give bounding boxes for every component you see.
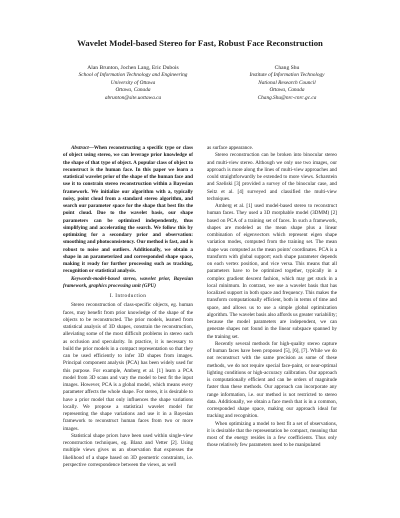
author-names: Alan Brunton, Jochen Lang, Eric Dubois (87, 65, 179, 71)
author-names: Chang Shu (274, 65, 300, 71)
section-heading: I. Introduction (109, 293, 147, 299)
author-location: Ottawa, Canada (115, 87, 151, 94)
abstract (63, 145, 193, 276)
right-column (207, 145, 337, 450)
author-email: Chang.Shu@nrc-cnrc.gc.ca (257, 94, 317, 101)
body-paragraph: Amberg et al. [1] used model-based stereo to reconstruct human faces. They used a 3D morphable model (3DMM) [2] based on PCA of a training set of faces. In such a framework, shapes are modeled as the mean shape plus a linear combination of eigenvectors which represent eigen shape variation modes, computed from the training set. The mean shape was computed as the mean points' coordinates. PCA is a transform with global support; each shape parameter depends on each vertex position, and vice versa. This means that all parameters have to be optimized together, typically in a complex gradient descent fashion, which may get stuck in a local minimum. In contrast, we use a wavelet basis that has localized support in both space and frequency. This makes the transform computationally efficient, both in terms of time and space, and allows us to use a simple global optimization algorithm. The wavelet basis also affords us greater variability; because the model parameters are independent, we can generate shapes not found in the linear subspace spanned by the training set. (207, 203, 337, 340)
author-location: Ottawa, Canada (269, 87, 305, 94)
author-affiliation: National Research Council (258, 79, 316, 86)
author-affiliation: School of Information Technology and Engineering (78, 72, 188, 79)
body-paragraph: Stereo reconstruction can be broken into binocular stereo and multi-view stereo. Although we only use two images, our approach is more along the lines of multi-view approaches and could straightforwardly be extended to more views. Scharstein and Szeliski [3] provided a survey of the binocular case, and Seitz et al. [4] surveyed and classified the multi-view techniques. (207, 152, 337, 202)
author-block-2 (222, 65, 352, 102)
body-paragraph: Recently several methods for high-quality stereo capture of human faces have been proposed [5], [6], [7]. While we do not reconstruct with the same precision as some of these methods, we do not require special face-paint, or near-optimal lighting conditions or high-accuracy calibration. Our approach is computationally efficient and can be orders of magnitude faster than these methods. Our approach can incorporate any range information, i.e. our method is not restricted to stereo data. Additionally, we obtain a face mesh that is in a common, corresponded shape space, making our approach ideal for tracking and recognition. (207, 340, 337, 420)
abstract-lead: Abstract (71, 145, 89, 151)
author-email: abrunton@site.uottawa.ca (104, 94, 162, 101)
author-affiliation: Institute of Information Technology (249, 72, 325, 79)
author-block-1 (58, 65, 208, 102)
keywords-text: -model-based stereo, wavelet prior, Bayesian framework, graphics processing unit (GPU) (63, 275, 193, 289)
body-paragraph: Statistical shape priors have been used within single-view reconstruction techniques, eg. Blanz and Vetter [2]. Using multiple views gives us an observation that expresses the likelihood of a shape based on 3D geometric constraints, i.e. perspective correspondence between the views, as well (63, 432, 193, 468)
body-paragraph: Stereo reconstruction of class-specific objects, eg. human faces, may benefit from prior knowledge of the shape of the objects to be reconstructed. The prior models, learned from statistical analysis of 3D shapes, constrain the reconstruction, alleviating some of the most difficult problems in stereo such as occlusion and specularity. In practice, it is necessary to build the prior models in a compact representation so that they can be used efficiently to infer 3D shapes from images. Principal component analysis (PCA) has been widely used for this purpose. For example, Amberg et al. [1] learn a PCA model from 3D scans and vary the model to best fit the input images. However, PCA is a global model, which means every parameter affects the whole shape. For stereo, it is desirable to have a prior model that only influences the shape variations locally. We propose a statistical wavelet model for representing the shape variations and use it in a Bayesian framework to reconstruct human faces from two or more images. (63, 302, 193, 432)
abstract-text: —When reconstructing a specific type or class of object using stereo, we can leverage prior knowledge of the shape of that type of object. A popular class of object to reconstruct is the human face. In this paper we learn a statistical wavelet prior of the shape of the human face and use it to constrain stereo reconstruction within a Bayesian framework. We initialize our algorithm with a, typically noisy, point cloud from a standard stereo algorithm, and search our parameter space for the shape that best fits the point cloud. Due to the wavelet basis, our shape parameters can be optimized independently, thus simplifying and accelerating the search. We follow this by optimizing for a secondary prior and observation: smoothing and photoconsistency. Our method is fast, and is robust to noise and outliers. Additionally, we obtain a shape in an parameterized and corresponded shape space, making it ready for further processing such as tracking, recognition or statistical analysis. (63, 145, 193, 275)
keywords-lead: Keywords (71, 275, 92, 282)
body-paragraph: as surface appearance. (207, 145, 254, 151)
keywords (63, 276, 193, 291)
author-affiliation: University of Ottawa (110, 79, 156, 86)
left-column (63, 145, 193, 469)
body-paragraph: When optimizing a model to best fit a set of observations, it is desirable that the representation be compact, meaning that most of the energy resides in a few coefficients. Thus only those relatively few parameters need to be manipulated (207, 420, 337, 449)
paper-title: Wavelet Model-based Stereo for Fast, Robust Face Reconstruction (77, 38, 323, 48)
